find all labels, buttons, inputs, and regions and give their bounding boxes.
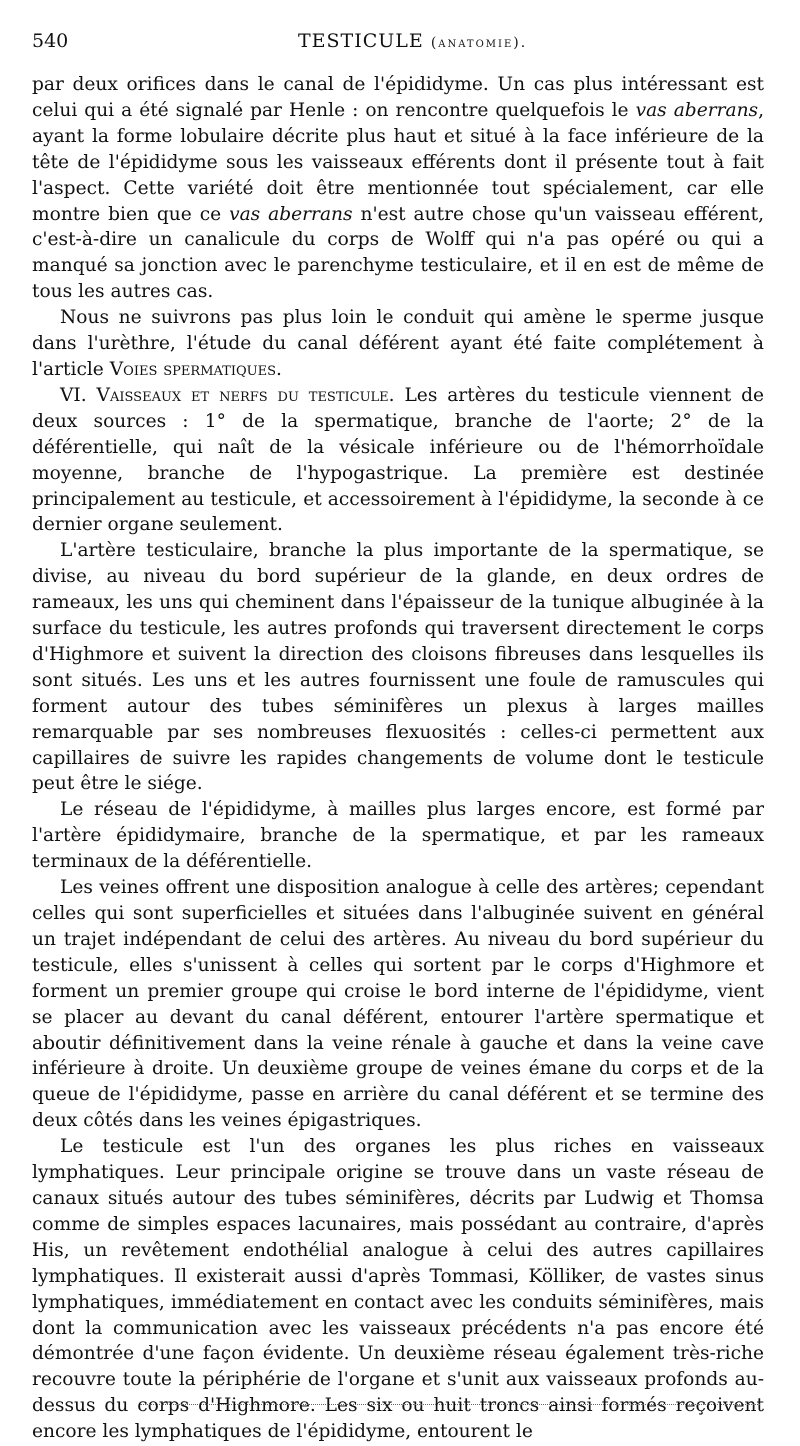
text-run: par deux orifices dans le canal de l'épididyme. Un cas plus intéressant est celui qui a été signalé par Henle : on rencontre quelquefois le — [32, 74, 764, 121]
italic-term: vas aberrans — [635, 99, 759, 121]
paragraph: Le réseau de l'épididyme, à mailles plus larges encore, est formé par l'artère épididymaire, branche de la spermatique, et par les rameaux terminaux de la déférentielle. — [32, 799, 764, 873]
text-run: Les artères du testicule viennent de deux sources : 1° de la spermatique, branche de l'aorte; 2° de la déférentielle, qui naît de la vésicale inférieure ou de l'hémorrhoïdale moyenne, branche de l'hypogastrique. La première est destinée principalement au testicule, et accessoirement à l'épididyme, la seconde à ce dernier organe seulement. — [32, 384, 765, 536]
italic-term: vas aberrans — [229, 203, 353, 225]
text-run: n'est autre chose qu'un vaisseau efférent, c'est-à-dire un canalicule du corps de Wolff qui n'a pas opéré ou qui a manqué sa jonction avec le parenchyme testiculaire, et il en est de même de tous les autres cas. — [32, 203, 764, 303]
body-text — [32, 72, 764, 1445]
page-header — [32, 30, 764, 64]
paragraph: Le testicule est l'un des organes les plus riches en vaisseaux lymphatiques. Leur principale origine se trouve dans un vaste réseau de canaux situés autour des tubes séminifères, décrits par Ludwig et Thomsa comme de simples espaces lacunaires, mais possédant au contraire, d'après His, un revêtement endothélial analogue à celui des autres capillaires lymphatiques. Il existerait aussi d'après Tommasi, Kölliker, de vastes sinus lymphatiques, immédiatement en contact avec les conduits séminifères, mais dont la communication avec les vaisseaux précédents n'a pas encore été démontrée d'une façon évidente. Un deuxième réseau également très-riche recouvre toute la périphérie de l'organe et s'unit aux vaisseaux profonds au-dessus du corps d'Highmore. Les six ou huit troncs ainsi formés reçoivent encore les lymphatiques de l'épididyme, entourent le — [32, 1136, 764, 1443]
paragraph: Les veines offrent une disposition analogue à celle des artères; cependant celles qui sont superficielles et situées dans l'albuginée suivent en général un trajet indépendant de celui des artères. Au niveau du bord supérieur du testicule, elles s'unissent à celles qui sortent par le corps d'Highmore et forment un premier groupe qui croise le bord interne de l'épididyme, vient se placer au devant du canal déférent, entourer l'artère spermatique et aboutir définitivement dans la veine rénale à gauche et dans la veine cave inférieure à droite. Un deuxième groupe de veines émane du corps et de la queue de l'épididyme, passe en arrière du canal déférent et se termine des deux côtés dans les veines épigastriques. — [32, 877, 764, 1132]
paragraph — [32, 305, 764, 383]
running-title — [298, 30, 527, 52]
text-run: Nous ne suivrons pas plus loin le conduit qui amène le sperme jusque dans l'urèthre, l'étude du canal déférent ayant été faite complétement à l'article — [32, 307, 764, 380]
footer-rule — [140, 1404, 760, 1405]
cross-reference: Voies spermatiques. — [109, 358, 282, 380]
paragraph: L'artère testiculaire, branche la plus importante de la spermatique, se divise, au niveau du bord supérieur de la glande, en deux ordres de rameaux, les uns qui cheminent dans l'épaisseur de la tunique albuginée à la surface du testicule, les autres profonds qui traversent directement le corps d'Highmore et suivent la direction des cloisons fibreuses dans lesquelles ils sont situés. Les uns et les autres fournissent une foule de ramuscules qui forment autour des tubes séminifères un plexus à larges mailles remarquable par ses nombreuses flexuosités : celles-ci permettent aux capillaires de suivre les rapides changements de volume dont le testicule peut être le siége. — [32, 540, 764, 795]
page-number: 540 — [32, 30, 69, 52]
section-heading: VI. Vaisseaux et nerfs du testicule. — [60, 384, 395, 406]
paragraph-continued — [32, 72, 764, 305]
section-paragraph — [32, 383, 764, 538]
text-run: , ayant la forme lobulaire décrite plus haut et situé à la face inférieure de la tête de l'épididyme sous les vaisseaux efférents dont il présente tout à fait l'aspect. Cette variété doit être mentionnée tout spécialement, car elle montre bien que ce — [32, 99, 765, 225]
running-title-main: TESTICULE — [298, 30, 424, 52]
running-title-subtitle: (anatomie). — [430, 35, 528, 51]
